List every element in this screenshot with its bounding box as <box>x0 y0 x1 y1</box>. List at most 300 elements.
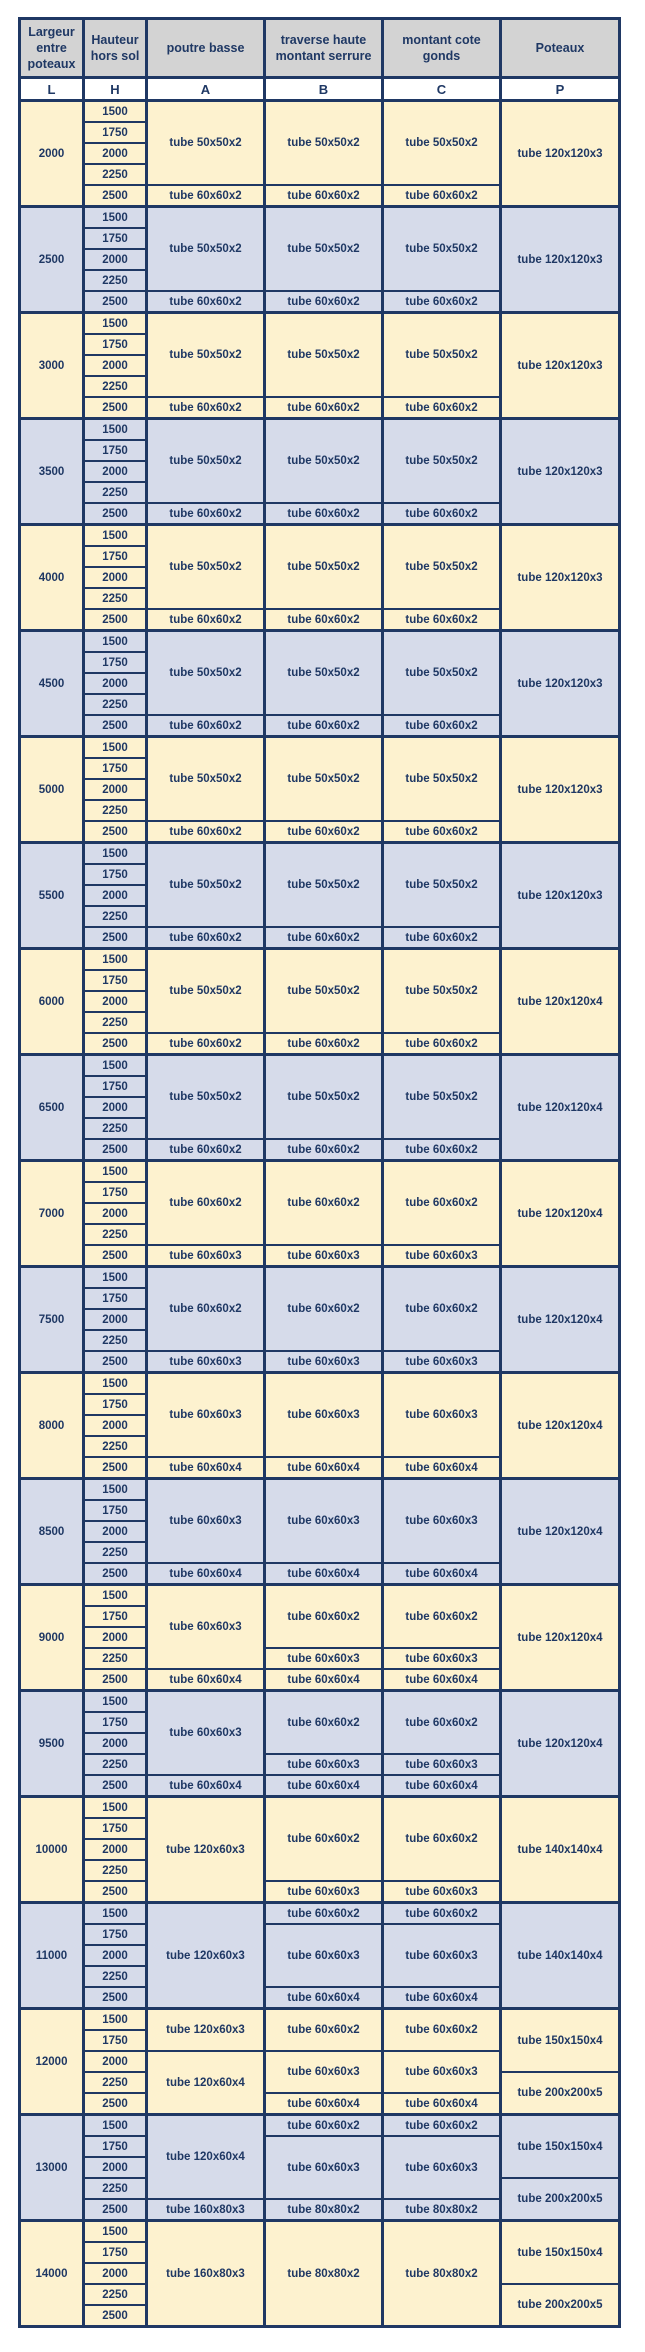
cell-hauteur: 1500 <box>84 1585 147 1607</box>
table-body <box>20 101 620 2327</box>
cell-hauteur: 2000 <box>84 779 147 800</box>
cell-hauteur: 1750 <box>84 864 147 885</box>
cell-hauteur: 1500 <box>84 1797 147 1819</box>
cell-p: tube 150x150x4 <box>501 2009 620 2073</box>
cell-hauteur: 2500 <box>84 291 147 313</box>
cell-hauteur: 1750 <box>84 758 147 779</box>
cell-hauteur: 2500 <box>84 1669 147 1691</box>
cell-hauteur: 1500 <box>84 1161 147 1183</box>
cell-hauteur: 2250 <box>84 1966 147 1987</box>
cell-c: tube 50x50x2 <box>383 419 501 504</box>
cell-b: tube 60x60x4 <box>265 1987 383 2009</box>
cell-hauteur: 1500 <box>84 1267 147 1289</box>
cell-a: tube 50x50x2 <box>147 631 265 716</box>
cell-hauteur: 2500 <box>84 2093 147 2115</box>
cell-hauteur: 2000 <box>84 567 147 588</box>
cell-a: tube 120x60x4 <box>147 2115 265 2200</box>
block-13000-row-1500 <box>20 2115 620 2137</box>
block-2000-row-1500 <box>20 101 620 123</box>
cell-hauteur: 2250 <box>84 1648 147 1669</box>
cell-hauteur: 2000 <box>84 1097 147 1118</box>
cell-p: tube 200x200x5 <box>501 2284 620 2327</box>
cell-hauteur: 2000 <box>84 2263 147 2284</box>
cell-hauteur: 2000 <box>84 1415 147 1436</box>
cell-hauteur: 1500 <box>84 2221 147 2243</box>
cell-hauteur: 2500 <box>84 715 147 737</box>
cell-b: tube 60x60x3 <box>265 1924 383 1987</box>
cell-p: tube 120x120x4 <box>501 1055 620 1161</box>
cell-largeur: 6000 <box>20 949 84 1055</box>
cell-b: tube 60x60x2 <box>265 1585 383 1649</box>
cell-hauteur: 2000 <box>84 1733 147 1754</box>
cell-hauteur: 2000 <box>84 673 147 694</box>
cell-c: tube 60x60x2 <box>383 2009 501 2052</box>
cell-c: tube 60x60x4 <box>383 1669 501 1691</box>
column-header-p: Poteaux <box>501 19 620 78</box>
cell-c: tube 60x60x2 <box>383 1585 501 1649</box>
cell-b: tube 60x60x2 <box>265 1267 383 1352</box>
cell-c: tube 80x80x2 <box>383 2221 501 2327</box>
cell-hauteur: 1750 <box>84 122 147 143</box>
cell-c: tube 60x60x2 <box>383 397 501 419</box>
cell-b: tube 60x60x3 <box>265 2136 383 2199</box>
cell-largeur: 9000 <box>20 1585 84 1691</box>
cell-c: tube 50x50x2 <box>383 949 501 1034</box>
cell-b: tube 60x60x4 <box>265 1669 383 1691</box>
block-14000-row-1500 <box>20 2221 620 2243</box>
cell-largeur: 7500 <box>20 1267 84 1373</box>
cell-c: tube 50x50x2 <box>383 101 501 186</box>
cell-hauteur: 1500 <box>84 631 147 653</box>
column-letter-a: A <box>147 78 265 101</box>
cell-b: tube 60x60x2 <box>265 1033 383 1055</box>
block-4000-row-1500 <box>20 525 620 547</box>
cell-p: tube 120x120x3 <box>501 207 620 313</box>
cell-c: tube 50x50x2 <box>383 1055 501 1140</box>
cell-a: tube 160x80x3 <box>147 2221 265 2327</box>
cell-a: tube 60x60x3 <box>147 1585 265 1670</box>
cell-hauteur: 1750 <box>84 2242 147 2263</box>
cell-hauteur: 1750 <box>84 2030 147 2051</box>
cell-hauteur: 1750 <box>84 1182 147 1203</box>
cell-hauteur: 2500 <box>84 1881 147 1903</box>
cell-c: tube 60x60x2 <box>383 715 501 737</box>
block-10000-row-1500 <box>20 1797 620 1819</box>
cell-a: tube 60x60x2 <box>147 1161 265 1246</box>
cell-a: tube 60x60x2 <box>147 1033 265 1055</box>
cell-a: tube 50x50x2 <box>147 207 265 292</box>
cell-hauteur: 2500 <box>84 185 147 207</box>
cell-largeur: 9500 <box>20 1691 84 1797</box>
cell-hauteur: 2250 <box>84 2178 147 2199</box>
cell-a: tube 60x60x4 <box>147 1669 265 1691</box>
cell-b: tube 60x60x2 <box>265 185 383 207</box>
cell-a: tube 50x50x2 <box>147 843 265 928</box>
cell-p: tube 120x120x3 <box>501 843 620 949</box>
cell-c: tube 60x60x3 <box>383 1924 501 1987</box>
cell-hauteur: 1750 <box>84 1076 147 1097</box>
cell-p: tube 120x120x4 <box>501 1161 620 1267</box>
cell-hauteur: 1750 <box>84 970 147 991</box>
cell-largeur: 14000 <box>20 2221 84 2327</box>
column-header-l: Largeur entre poteaux <box>20 19 84 78</box>
cell-hauteur: 2500 <box>84 1033 147 1055</box>
cell-hauteur: 2000 <box>84 2157 147 2178</box>
cell-b: tube 60x60x2 <box>265 397 383 419</box>
cell-c: tube 60x60x2 <box>383 1691 501 1755</box>
cell-c: tube 60x60x2 <box>383 821 501 843</box>
cell-b: tube 50x50x2 <box>265 101 383 186</box>
cell-b: tube 50x50x2 <box>265 631 383 716</box>
cell-c: tube 60x60x3 <box>383 1648 501 1669</box>
cell-hauteur: 2500 <box>84 1457 147 1479</box>
cell-b: tube 50x50x2 <box>265 843 383 928</box>
cell-c: tube 60x60x2 <box>383 185 501 207</box>
cell-a: tube 50x50x2 <box>147 1055 265 1140</box>
cell-hauteur: 1750 <box>84 1394 147 1415</box>
block-2500-row-1500 <box>20 207 620 229</box>
cell-hauteur: 1500 <box>84 419 147 441</box>
cell-a: tube 50x50x2 <box>147 949 265 1034</box>
block-3500-row-1500 <box>20 419 620 441</box>
cell-hauteur: 1500 <box>84 843 147 865</box>
block-6000-row-1500 <box>20 949 620 971</box>
cell-hauteur: 1500 <box>84 525 147 547</box>
cell-a: tube 60x60x2 <box>147 1139 265 1161</box>
block-12000-row-1500 <box>20 2009 620 2031</box>
cell-p: tube 120x120x3 <box>501 313 620 419</box>
cell-a: tube 60x60x4 <box>147 1457 265 1479</box>
cell-hauteur: 1500 <box>84 2009 147 2031</box>
cell-b: tube 60x60x4 <box>265 2093 383 2115</box>
cell-b: tube 50x50x2 <box>265 737 383 822</box>
cell-b: tube 60x60x2 <box>265 715 383 737</box>
cell-b: tube 60x60x3 <box>265 1479 383 1564</box>
block-7000-row-1500 <box>20 1161 620 1183</box>
cell-p: tube 120x120x3 <box>501 101 620 207</box>
cell-largeur: 4500 <box>20 631 84 737</box>
column-header-a: poutre basse <box>147 19 265 78</box>
cell-p: tube 120x120x4 <box>501 949 620 1055</box>
cell-a: tube 60x60x2 <box>147 503 265 525</box>
header-title-row <box>20 19 620 78</box>
cell-c: tube 60x60x2 <box>383 1161 501 1246</box>
cell-hauteur: 2000 <box>84 355 147 376</box>
cell-b: tube 60x60x2 <box>265 609 383 631</box>
cell-b: tube 60x60x3 <box>265 1351 383 1373</box>
cell-largeur: 13000 <box>20 2115 84 2221</box>
cell-c: tube 60x60x2 <box>383 609 501 631</box>
cell-hauteur: 2250 <box>84 1542 147 1563</box>
block-9000-row-1500 <box>20 1585 620 1607</box>
cell-a: tube 60x60x2 <box>147 715 265 737</box>
cell-largeur: 10000 <box>20 1797 84 1903</box>
cell-hauteur: 2250 <box>84 694 147 715</box>
block-8000-row-1500 <box>20 1373 620 1395</box>
cell-b: tube 80x80x2 <box>265 2199 383 2221</box>
cell-hauteur: 1750 <box>84 2136 147 2157</box>
cell-a: tube 60x60x3 <box>147 1479 265 1564</box>
cell-hauteur: 1750 <box>84 1500 147 1521</box>
cell-hauteur: 2250 <box>84 1330 147 1351</box>
cell-a: tube 50x50x2 <box>147 737 265 822</box>
cell-hauteur: 2000 <box>84 461 147 482</box>
cell-largeur: 5500 <box>20 843 84 949</box>
cell-hauteur: 2250 <box>84 1860 147 1881</box>
cell-hauteur: 1500 <box>84 737 147 759</box>
cell-b: tube 50x50x2 <box>265 949 383 1034</box>
cell-hauteur: 2500 <box>84 2199 147 2221</box>
cell-a: tube 60x60x3 <box>147 1373 265 1458</box>
cell-p: tube 120x120x4 <box>501 1267 620 1373</box>
cell-largeur: 8500 <box>20 1479 84 1585</box>
cell-largeur: 2000 <box>20 101 84 207</box>
cell-p: tube 120x120x3 <box>501 525 620 631</box>
cell-c: tube 60x60x3 <box>383 1479 501 1564</box>
cell-b: tube 60x60x2 <box>265 1691 383 1755</box>
cell-hauteur: 2000 <box>84 1945 147 1966</box>
cell-hauteur: 2250 <box>84 1118 147 1139</box>
cell-b: tube 50x50x2 <box>265 525 383 610</box>
cell-c: tube 60x60x2 <box>383 503 501 525</box>
cell-a: tube 120x60x3 <box>147 2009 265 2052</box>
cell-p: tube 120x120x4 <box>501 1585 620 1691</box>
cell-b: tube 60x60x2 <box>265 1161 383 1246</box>
cell-hauteur: 1500 <box>84 207 147 229</box>
cell-hauteur: 2500 <box>84 503 147 525</box>
cell-a: tube 60x60x2 <box>147 1267 265 1352</box>
cell-b: tube 60x60x3 <box>265 2051 383 2093</box>
cell-hauteur: 1500 <box>84 1479 147 1501</box>
cell-a: tube 60x60x3 <box>147 1245 265 1267</box>
block-6500-row-1500 <box>20 1055 620 1077</box>
cell-c: tube 60x60x4 <box>383 2093 501 2115</box>
cell-hauteur: 2250 <box>84 1436 147 1457</box>
cell-c: tube 50x50x2 <box>383 207 501 292</box>
cell-p: tube 120x120x3 <box>501 737 620 843</box>
cell-largeur: 7000 <box>20 1161 84 1267</box>
cell-hauteur: 2250 <box>84 906 147 927</box>
cell-p: tube 200x200x5 <box>501 2072 620 2115</box>
cell-hauteur: 2250 <box>84 800 147 821</box>
cell-p: tube 120x120x4 <box>501 1373 620 1479</box>
cell-b: tube 50x50x2 <box>265 313 383 398</box>
cell-c: tube 50x50x2 <box>383 631 501 716</box>
block-3000-row-1500 <box>20 313 620 335</box>
column-letter-h: H <box>84 78 147 101</box>
block-8500-row-1500 <box>20 1479 620 1501</box>
cell-hauteur: 2000 <box>84 143 147 164</box>
cell-b: tube 60x60x2 <box>265 2115 383 2137</box>
header-letter-row <box>20 78 620 101</box>
cell-b: tube 60x60x2 <box>265 291 383 313</box>
cell-hauteur: 2500 <box>84 609 147 631</box>
cell-largeur: 5000 <box>20 737 84 843</box>
cell-b: tube 60x60x2 <box>265 1903 383 1925</box>
cell-a: tube 60x60x3 <box>147 1351 265 1373</box>
cell-c: tube 80x80x2 <box>383 2199 501 2221</box>
cell-hauteur: 2000 <box>84 1203 147 1224</box>
cell-b: tube 60x60x3 <box>265 1648 383 1669</box>
cell-hauteur: 2250 <box>84 270 147 291</box>
cell-hauteur: 2250 <box>84 164 147 185</box>
cell-b: tube 60x60x3 <box>265 1754 383 1775</box>
block-9500-row-1500 <box>20 1691 620 1713</box>
cell-largeur: 2500 <box>20 207 84 313</box>
cell-b: tube 60x60x4 <box>265 1775 383 1797</box>
cell-hauteur: 2500 <box>84 397 147 419</box>
cell-a: tube 60x60x4 <box>147 1563 265 1585</box>
cell-hauteur: 2500 <box>84 1775 147 1797</box>
cell-largeur: 4000 <box>20 525 84 631</box>
cell-c: tube 60x60x3 <box>383 1754 501 1775</box>
cell-c: tube 60x60x3 <box>383 1245 501 1267</box>
cell-hauteur: 2000 <box>84 885 147 906</box>
cell-hauteur: 2250 <box>84 482 147 503</box>
cell-hauteur: 2000 <box>84 249 147 270</box>
cell-largeur: 6500 <box>20 1055 84 1161</box>
block-11000-row-1500 <box>20 1903 620 1925</box>
cell-hauteur: 2500 <box>84 2305 147 2327</box>
cell-hauteur: 2000 <box>84 1839 147 1860</box>
cell-a: tube 60x60x4 <box>147 1775 265 1797</box>
cell-hauteur: 2000 <box>84 1521 147 1542</box>
cell-hauteur: 1750 <box>84 1924 147 1945</box>
cell-a: tube 120x60x3 <box>147 1903 265 2009</box>
cell-a: tube 60x60x2 <box>147 927 265 949</box>
cell-hauteur: 1750 <box>84 228 147 249</box>
cell-hauteur: 1750 <box>84 440 147 461</box>
cell-a: tube 60x60x2 <box>147 185 265 207</box>
cell-b: tube 60x60x4 <box>265 1563 383 1585</box>
cell-p: tube 140x140x4 <box>501 1797 620 1903</box>
cell-hauteur: 1500 <box>84 1373 147 1395</box>
cell-b: tube 80x80x2 <box>265 2221 383 2327</box>
cell-hauteur: 2250 <box>84 1224 147 1245</box>
cell-b: tube 60x60x2 <box>265 1139 383 1161</box>
cell-hauteur: 2500 <box>84 1987 147 2009</box>
cell-p: tube 120x120x3 <box>501 631 620 737</box>
cell-a: tube 50x50x2 <box>147 525 265 610</box>
column-header-h: Hauteur hors sol <box>84 19 147 78</box>
cell-hauteur: 2500 <box>84 1351 147 1373</box>
cell-hauteur: 1750 <box>84 652 147 673</box>
cell-c: tube 60x60x2 <box>383 1903 501 1925</box>
cell-hauteur: 1500 <box>84 313 147 335</box>
cell-c: tube 60x60x2 <box>383 1267 501 1352</box>
cell-b: tube 60x60x4 <box>265 1457 383 1479</box>
cell-b: tube 60x60x3 <box>265 1373 383 1458</box>
cell-hauteur: 1500 <box>84 949 147 971</box>
cell-a: tube 160x80x3 <box>147 2199 265 2221</box>
cell-c: tube 60x60x2 <box>383 2115 501 2137</box>
cell-hauteur: 1500 <box>84 101 147 123</box>
cell-hauteur: 1500 <box>84 2115 147 2137</box>
cell-b: tube 60x60x2 <box>265 927 383 949</box>
cell-c: tube 60x60x2 <box>383 1139 501 1161</box>
cell-hauteur: 1750 <box>84 1606 147 1627</box>
cell-hauteur: 1750 <box>84 1712 147 1733</box>
cell-a: tube 60x60x2 <box>147 397 265 419</box>
column-header-b: traverse haute montant serrure <box>265 19 383 78</box>
cell-p: tube 200x200x5 <box>501 2178 620 2221</box>
cell-a: tube 60x60x2 <box>147 821 265 843</box>
cell-largeur: 3500 <box>20 419 84 525</box>
cell-c: tube 60x60x3 <box>383 1351 501 1373</box>
cell-largeur: 12000 <box>20 2009 84 2115</box>
cell-hauteur: 2250 <box>84 588 147 609</box>
cell-p: tube 120x120x3 <box>501 419 620 525</box>
cell-hauteur: 2250 <box>84 376 147 397</box>
cell-hauteur: 2500 <box>84 1563 147 1585</box>
cell-hauteur: 2000 <box>84 991 147 1012</box>
cell-b: tube 60x60x2 <box>265 821 383 843</box>
cell-p: tube 150x150x4 <box>501 2221 620 2285</box>
cell-hauteur: 2000 <box>84 1309 147 1330</box>
cell-b: tube 60x60x3 <box>265 1881 383 1903</box>
cell-a: tube 120x60x4 <box>147 2051 265 2115</box>
cell-c: tube 50x50x2 <box>383 737 501 822</box>
cell-a: tube 120x60x3 <box>147 1797 265 1903</box>
cell-hauteur: 2000 <box>84 2051 147 2072</box>
cell-hauteur: 2000 <box>84 1627 147 1648</box>
cell-c: tube 60x60x2 <box>383 1033 501 1055</box>
cell-largeur: 3000 <box>20 313 84 419</box>
cell-p: tube 140x140x4 <box>501 1903 620 2009</box>
cell-c: tube 50x50x2 <box>383 843 501 928</box>
cell-b: tube 60x60x2 <box>265 503 383 525</box>
cell-c: tube 60x60x2 <box>383 927 501 949</box>
cell-c: tube 60x60x2 <box>383 291 501 313</box>
cell-hauteur: 2500 <box>84 1245 147 1267</box>
cell-a: tube 60x60x2 <box>147 291 265 313</box>
cell-a: tube 60x60x2 <box>147 609 265 631</box>
column-letter-b: B <box>265 78 383 101</box>
cell-largeur: 11000 <box>20 1903 84 2009</box>
block-4500-row-1500 <box>20 631 620 653</box>
block-5000-row-1500 <box>20 737 620 759</box>
column-letter-p: P <box>501 78 620 101</box>
cell-b: tube 50x50x2 <box>265 207 383 292</box>
cell-c: tube 60x60x3 <box>383 1881 501 1903</box>
cell-p: tube 120x120x4 <box>501 1479 620 1585</box>
cell-a: tube 50x50x2 <box>147 101 265 186</box>
cell-hauteur: 1750 <box>84 334 147 355</box>
block-7500-row-1500 <box>20 1267 620 1289</box>
cell-c: tube 60x60x3 <box>383 1373 501 1458</box>
cell-hauteur: 2250 <box>84 2284 147 2305</box>
cell-hauteur: 2250 <box>84 2072 147 2093</box>
cell-c: tube 60x60x4 <box>383 1563 501 1585</box>
cell-hauteur: 2500 <box>84 1139 147 1161</box>
cell-c: tube 60x60x4 <box>383 1775 501 1797</box>
cell-hauteur: 1750 <box>84 546 147 567</box>
block-5500-row-1500 <box>20 843 620 865</box>
cell-largeur: 8000 <box>20 1373 84 1479</box>
cell-c: tube 60x60x4 <box>383 1457 501 1479</box>
cell-hauteur: 1500 <box>84 1903 147 1925</box>
cell-c: tube 60x60x3 <box>383 2136 501 2199</box>
cell-c: tube 50x50x2 <box>383 525 501 610</box>
cell-hauteur: 1750 <box>84 1288 147 1309</box>
cell-hauteur: 1500 <box>84 1055 147 1077</box>
cell-hauteur: 2250 <box>84 1012 147 1033</box>
tube-spec-table <box>18 17 621 2328</box>
cell-a: tube 50x50x2 <box>147 419 265 504</box>
cell-a: tube 50x50x2 <box>147 313 265 398</box>
cell-b: tube 50x50x2 <box>265 1055 383 1140</box>
cell-b: tube 60x60x2 <box>265 1797 383 1882</box>
